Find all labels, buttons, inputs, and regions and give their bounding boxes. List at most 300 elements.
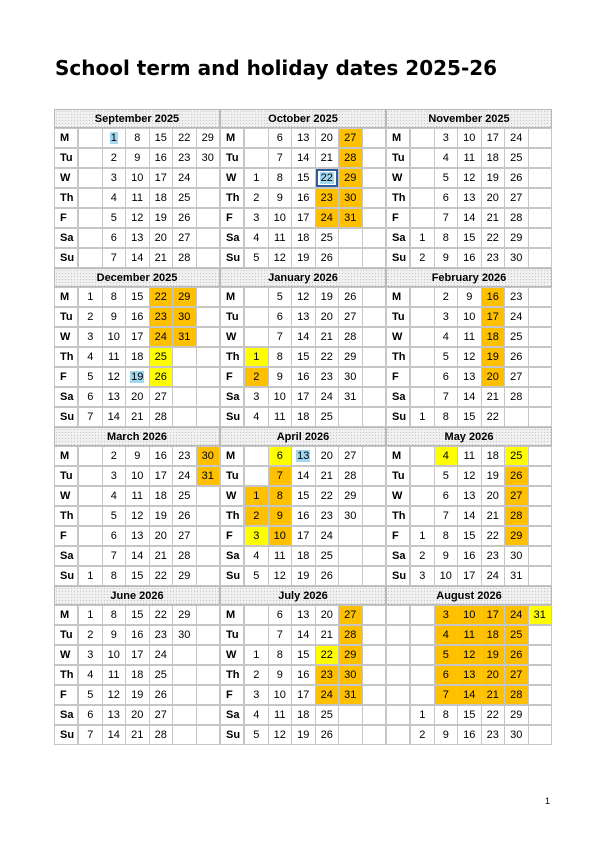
day-cell: [125, 506, 150, 526]
day-cell: [504, 546, 529, 566]
day-cell: [78, 327, 103, 347]
day-cell: [268, 685, 293, 705]
day-number: 18: [297, 232, 310, 244]
day-cell: [102, 486, 127, 506]
day-cell: [172, 248, 197, 268]
day-number: 4: [253, 550, 260, 562]
day-cell: [504, 605, 529, 625]
day-cell: [338, 287, 363, 307]
day-number: 18: [486, 331, 499, 343]
day-number: 9: [110, 629, 117, 641]
day-number: 18: [131, 669, 144, 681]
day-cell: [149, 506, 174, 526]
day-cell: [291, 625, 316, 645]
weekday-label: Su: [54, 407, 78, 427]
day-number: 1: [87, 609, 94, 621]
day-number: 19: [154, 212, 167, 224]
day-cell: [457, 387, 482, 407]
day-cell: [315, 645, 340, 665]
day-cell: [149, 248, 174, 268]
day-cell: [268, 605, 293, 625]
day-cell: [457, 466, 482, 486]
day-number: 20: [320, 311, 333, 323]
day-cell: [268, 387, 293, 407]
day-cell: [434, 407, 459, 427]
weekday-label: M: [386, 287, 410, 307]
empty-cell: [410, 486, 435, 506]
empty-cell: [528, 466, 553, 486]
weekday-label: Sa: [386, 387, 410, 407]
weekday-label: Th: [54, 347, 78, 367]
day-number: 1: [253, 172, 260, 184]
day-number: 6: [110, 530, 117, 542]
weekday-label: F: [54, 526, 78, 546]
empty-cell: [196, 327, 221, 347]
day-cell: [481, 466, 506, 486]
day-cell: [149, 466, 174, 486]
day-number: 20: [131, 709, 144, 721]
day-number: 12: [463, 470, 476, 482]
weekday-label: F: [54, 208, 78, 228]
day-cell: [315, 208, 340, 228]
day-number: 14: [297, 629, 310, 641]
day-cell: [315, 725, 340, 745]
day-number: 17: [486, 311, 499, 323]
day-number: 13: [107, 391, 120, 403]
day-cell: [149, 725, 174, 745]
day-cell: [102, 605, 127, 625]
empty-cell: [196, 347, 221, 367]
day-cell: [457, 168, 482, 188]
day-number: 18: [486, 152, 499, 164]
day-cell: [481, 228, 506, 248]
day-number: 21: [320, 331, 333, 343]
empty-cell: [528, 148, 553, 168]
day-number: 17: [154, 172, 167, 184]
day-cell: [268, 705, 293, 725]
day-number: 13: [463, 490, 476, 502]
day-cell: [125, 248, 150, 268]
day-number: 30: [178, 629, 191, 641]
day-number: 5: [442, 649, 449, 661]
day-cell: [125, 625, 150, 645]
day-number: 7: [276, 331, 283, 343]
day-number: 19: [486, 649, 499, 661]
weekday-label: Sa: [54, 705, 78, 725]
day-number: 30: [510, 252, 523, 264]
day-cell: [78, 725, 103, 745]
empty-cell: [196, 645, 221, 665]
day-cell: [291, 685, 316, 705]
day-cell: [457, 526, 482, 546]
day-cell: [315, 168, 340, 188]
empty-cell: [362, 148, 387, 168]
day-cell: [315, 466, 340, 486]
day-number: 25: [320, 411, 333, 423]
empty-cell: [528, 526, 553, 546]
day-cell: [434, 188, 459, 208]
weekday-label: Sa: [220, 546, 244, 566]
day-number: 22: [154, 609, 167, 621]
day-cell: [481, 665, 506, 685]
day-cell: [338, 466, 363, 486]
month-header: March 2026: [54, 427, 220, 446]
day-number: 9: [110, 311, 117, 323]
empty-cell: [362, 347, 387, 367]
day-cell: [196, 466, 221, 486]
day-cell: [434, 725, 459, 745]
day-number: 1: [419, 709, 426, 721]
weekday-label: Th: [220, 347, 244, 367]
empty-cell: [528, 705, 553, 725]
day-number: 7: [110, 550, 117, 562]
day-cell: [291, 526, 316, 546]
day-cell: [172, 605, 197, 625]
day-number: 27: [178, 232, 191, 244]
day-cell: [410, 725, 435, 745]
day-number: 31: [533, 609, 546, 621]
day-number: 16: [154, 450, 167, 462]
day-cell: [481, 148, 506, 168]
day-number: 21: [486, 689, 499, 701]
day-number: 6: [442, 669, 449, 681]
day-number: 10: [107, 649, 120, 661]
day-number: 31: [344, 391, 357, 403]
empty-cell: [338, 705, 363, 725]
page-title: School term and holiday dates 2025-26: [55, 56, 498, 80]
day-number: 13: [297, 609, 310, 621]
day-cell: [457, 228, 482, 248]
day-cell: [172, 486, 197, 506]
day-cell: [125, 228, 150, 248]
weekday-label: Sa: [220, 387, 244, 407]
day-number: 12: [273, 729, 286, 741]
weekday-label: F: [54, 685, 78, 705]
day-number: 8: [442, 232, 449, 244]
day-cell: [504, 168, 529, 188]
day-number: 26: [510, 470, 523, 482]
empty-cell: [244, 148, 269, 168]
day-number: 3: [110, 172, 117, 184]
day-number: 1: [253, 649, 260, 661]
weekday-label: M: [220, 605, 244, 625]
empty-cell: [78, 248, 103, 268]
day-cell: [149, 605, 174, 625]
day-number: 5: [442, 172, 449, 184]
day-number: 9: [276, 192, 283, 204]
day-cell: [149, 148, 174, 168]
day-cell: [315, 446, 340, 466]
day-number: 22: [486, 411, 499, 423]
day-number: 27: [178, 530, 191, 542]
empty-cell: [196, 407, 221, 427]
day-number: 12: [273, 252, 286, 264]
day-cell: [481, 566, 506, 586]
day-cell: [291, 367, 316, 387]
day-cell: [102, 546, 127, 566]
empty-cell: [362, 367, 387, 387]
month-header: January 2026: [220, 268, 386, 287]
day-number: 29: [201, 132, 214, 144]
day-number: 27: [344, 450, 357, 462]
day-number: 28: [178, 550, 191, 562]
day-cell: [78, 645, 103, 665]
day-number: 10: [273, 689, 286, 701]
empty-cell: [338, 725, 363, 745]
day-cell: [457, 327, 482, 347]
empty-cell: [362, 625, 387, 645]
day-number: 25: [510, 450, 523, 462]
day-cell: [434, 645, 459, 665]
day-number: 10: [273, 212, 286, 224]
day-cell: [291, 466, 316, 486]
day-number: 14: [463, 689, 476, 701]
day-number: 22: [320, 490, 333, 502]
day-number: 7: [442, 689, 449, 701]
day-number: 22: [320, 172, 333, 184]
day-cell: [149, 665, 174, 685]
day-cell: [244, 685, 269, 705]
weekday-label: F: [54, 367, 78, 387]
empty-cell: [362, 387, 387, 407]
day-number: 24: [320, 689, 333, 701]
day-number: 10: [439, 570, 452, 582]
day-number: 16: [154, 152, 167, 164]
day-cell: [504, 446, 529, 466]
day-number: 28: [154, 411, 167, 423]
empty-cell: [410, 605, 435, 625]
day-cell: [315, 307, 340, 327]
day-cell: [457, 725, 482, 745]
day-cell: [102, 407, 127, 427]
day-cell: [125, 725, 150, 745]
day-cell: [315, 407, 340, 427]
day-number: 29: [344, 649, 357, 661]
day-number: 26: [178, 212, 191, 224]
day-cell: [149, 208, 174, 228]
day-cell: [434, 705, 459, 725]
day-number: 27: [344, 311, 357, 323]
day-cell: [291, 486, 316, 506]
day-cell: [338, 486, 363, 506]
day-cell: [172, 506, 197, 526]
empty-cell: [362, 546, 387, 566]
empty-cell: [78, 486, 103, 506]
day-cell: [125, 605, 150, 625]
term-calendar: [54, 109, 552, 746]
day-cell: [481, 625, 506, 645]
day-number: 4: [253, 709, 260, 721]
empty-cell: [78, 188, 103, 208]
day-number: 2: [87, 629, 94, 641]
day-cell: [457, 407, 482, 427]
day-number: 29: [510, 232, 523, 244]
empty-cell: [244, 466, 269, 486]
weekday-label: Tu: [220, 625, 244, 645]
day-cell: [315, 367, 340, 387]
day-cell: [338, 685, 363, 705]
day-number: 30: [344, 669, 357, 681]
day-number: 26: [154, 689, 167, 701]
day-number: 12: [107, 689, 120, 701]
empty-cell: [338, 546, 363, 566]
day-cell: [149, 327, 174, 347]
empty-cell: [410, 387, 435, 407]
month-header: February 2026: [386, 268, 552, 287]
day-cell: [481, 387, 506, 407]
empty-cell: [528, 128, 553, 148]
day-cell: [434, 208, 459, 228]
day-cell: [102, 208, 127, 228]
day-number: 3: [442, 311, 449, 323]
day-cell: [291, 307, 316, 327]
empty-cell: [362, 605, 387, 625]
weekday-label: F: [386, 208, 410, 228]
empty-cell: [362, 128, 387, 148]
empty-cell: [362, 486, 387, 506]
day-number: 31: [201, 470, 214, 482]
day-number: 25: [320, 709, 333, 721]
day-number: 16: [463, 252, 476, 264]
day-cell: [504, 506, 529, 526]
day-number: 22: [486, 709, 499, 721]
day-cell: [78, 566, 103, 586]
day-cell: [125, 128, 150, 148]
day-number: 10: [131, 172, 144, 184]
day-number: 26: [510, 172, 523, 184]
empty-cell: [244, 128, 269, 148]
day-cell: [102, 287, 127, 307]
day-number: 8: [276, 490, 283, 502]
empty-cell: [362, 566, 387, 586]
day-number: 14: [463, 212, 476, 224]
empty-cell: [410, 685, 435, 705]
day-cell: [268, 327, 293, 347]
weekday-label: W: [54, 486, 78, 506]
day-number: 23: [320, 510, 333, 522]
day-cell: [434, 446, 459, 466]
day-number: 11: [274, 232, 286, 244]
day-cell: [78, 625, 103, 645]
empty-cell: [196, 307, 221, 327]
day-number: 4: [442, 331, 449, 343]
day-cell: [268, 347, 293, 367]
day-number: 27: [154, 391, 167, 403]
day-cell: [268, 546, 293, 566]
day-cell: [504, 287, 529, 307]
weekday-label: W: [54, 645, 78, 665]
day-cell: [125, 327, 150, 347]
day-cell: [125, 665, 150, 685]
day-cell: [504, 566, 529, 586]
day-cell: [149, 407, 174, 427]
day-number: 11: [108, 669, 120, 681]
day-number: 5: [253, 570, 260, 582]
day-cell: [338, 148, 363, 168]
day-cell: [102, 188, 127, 208]
weekday-label: Sa: [386, 228, 410, 248]
day-number: 16: [297, 669, 310, 681]
day-cell: [78, 307, 103, 327]
day-cell: [457, 625, 482, 645]
day-cell: [338, 446, 363, 466]
day-cell: [172, 526, 197, 546]
day-cell: [78, 347, 103, 367]
empty-cell: [196, 725, 221, 745]
day-number: 8: [442, 411, 449, 423]
day-number: 2: [419, 550, 426, 562]
day-number: 15: [463, 530, 476, 542]
day-number: 1: [253, 490, 260, 502]
day-cell: [315, 605, 340, 625]
day-number: 9: [442, 550, 449, 562]
day-cell: [315, 188, 340, 208]
month-header: June 2026: [54, 586, 220, 605]
day-number: 3: [87, 331, 94, 343]
empty-cell: [196, 685, 221, 705]
day-cell: [481, 307, 506, 327]
empty-cell: [362, 168, 387, 188]
day-cell: [291, 605, 316, 625]
day-cell: [410, 705, 435, 725]
day-cell: [338, 645, 363, 665]
empty-cell: [172, 367, 197, 387]
empty-cell: [338, 407, 363, 427]
weekday-label: Th: [220, 665, 244, 685]
weekday-label: F: [220, 685, 244, 705]
day-number: 16: [297, 192, 310, 204]
day-cell: [434, 546, 459, 566]
day-number: 4: [253, 232, 260, 244]
day-number: 14: [463, 391, 476, 403]
empty-cell: [196, 387, 221, 407]
day-number: 2: [87, 311, 94, 323]
day-cell: [149, 367, 174, 387]
weekday-label: [386, 685, 410, 705]
day-number: 21: [131, 729, 144, 741]
day-cell: [291, 546, 316, 566]
day-cell: [196, 446, 221, 466]
day-cell: [78, 407, 103, 427]
day-cell: [338, 347, 363, 367]
month-header: November 2025: [386, 109, 552, 128]
day-number: 16: [131, 311, 144, 323]
day-number: 20: [154, 232, 167, 244]
day-cell: [315, 546, 340, 566]
empty-cell: [78, 506, 103, 526]
day-number: 29: [510, 709, 523, 721]
weekday-label: [386, 705, 410, 725]
day-number: 19: [297, 252, 310, 264]
weekday-label: M: [220, 128, 244, 148]
empty-cell: [410, 208, 435, 228]
day-number: 25: [320, 550, 333, 562]
day-cell: [504, 228, 529, 248]
day-number: 2: [253, 510, 260, 522]
day-number: 19: [486, 470, 499, 482]
day-cell: [244, 486, 269, 506]
day-number: 6: [442, 192, 449, 204]
day-number: 7: [87, 729, 94, 741]
day-number: 1: [87, 570, 94, 582]
day-number: 14: [297, 152, 310, 164]
weekday-label: [386, 645, 410, 665]
day-number: 4: [110, 192, 117, 204]
weekday-label: F: [386, 526, 410, 546]
day-number: 17: [131, 649, 144, 661]
day-number: 9: [134, 152, 141, 164]
day-cell: [244, 347, 269, 367]
